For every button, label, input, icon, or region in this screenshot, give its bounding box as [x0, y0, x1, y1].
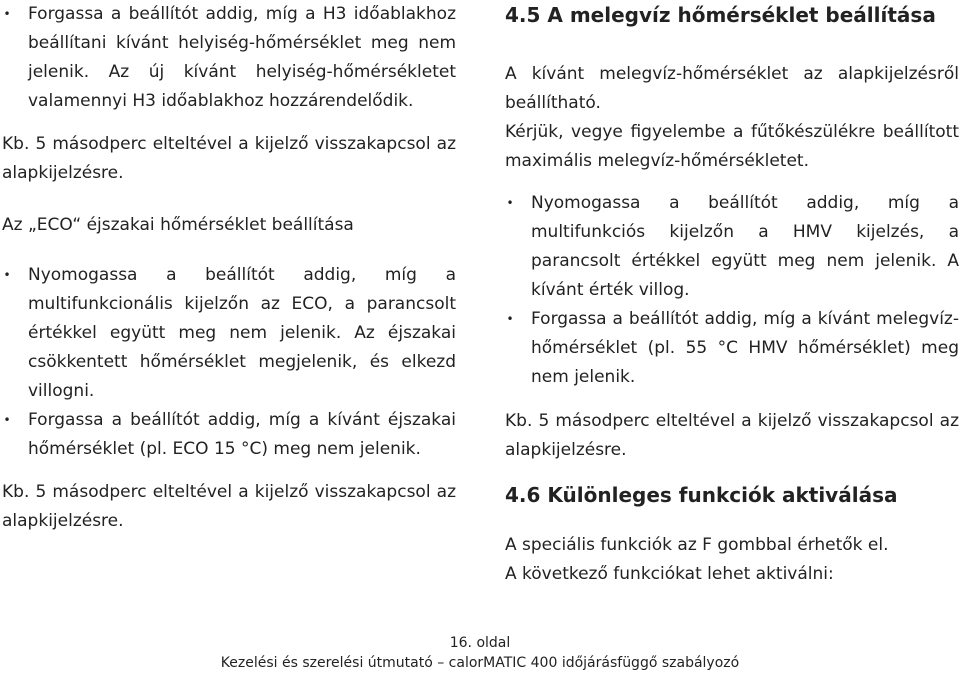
bullet-item-dhw-1 — [505, 189, 959, 305]
special-functions-paragraph: A speciális funkciók az F gombbal érhetők el. — [505, 535, 889, 555]
special-functions-list-intro: A következő funkciókat lehet aktiválni: — [505, 564, 834, 584]
bullet-item-eco-1 — [2, 261, 456, 406]
bullet-icon: • — [3, 7, 11, 21]
right-column — [505, 0, 959, 589]
bullet-text: Nyomogassa a beállítót addig, míg a multifunkciós kijelzőn a HMV kijelzés, a parancsolt értékkel együtt meg nem jelenik. A kívánt érték villog. — [531, 193, 959, 300]
eco-section-heading: Az „ECO“ éjszakai hőmérséklet beállítása — [2, 215, 354, 235]
dhw-section-heading: 4.5 A melegvíz hőmérséklet beállítása — [505, 3, 936, 27]
bullet-item-h3 — [2, 0, 456, 116]
bullet-text: Forgassa a beállítót addig, míg a kívánt melegvíz-hőmérséklet (pl. 55 °C HMV hőmérséklet) meg nem jelenik. — [531, 309, 959, 387]
bullet-item-eco-2 — [2, 406, 456, 464]
bullet-text: Forgassa a beállítót addig, míg a H3 időablakhoz beállítani kívánt helyiség-hőmérséklet meg nem jelenik. Az új kívánt helyiség-hőmérsékletet valamennyi H3 időablakhoz hozzárendelődik. — [28, 4, 456, 111]
timeout-note: Kb. 5 másodperc elteltével a kijelző visszakapcsol az alapkijelzésre. — [2, 482, 456, 531]
bullet-icon: • — [506, 196, 514, 210]
bullet-icon: • — [3, 413, 11, 427]
dhw-intro-paragraph: A kívánt melegvíz-hőmérséklet az alapkijelzésről beállítható. — [505, 64, 959, 113]
timeout-note: Kb. 5 másodperc elteltével a kijelző visszakapcsol az alapkijelzésre. — [505, 411, 959, 460]
timeout-note: Kb. 5 másodperc elteltével a kijelző visszakapcsol az alapkijelzésre. — [2, 134, 456, 183]
document-title: Kezelési és szerelési útmutató – calorMATIC 400 időjárásfüggő szabályozó — [220, 655, 740, 671]
bullet-icon: • — [3, 268, 11, 282]
bullet-text: Nyomogassa a beállítót addig, míg a multifunkcionális kijelzőn az ECO, a parancsolt értékkel együtt meg nem jelenik. Az éjszakai csökkentett hőmérséklet megjelenik, és elkezd villogni. — [28, 265, 456, 401]
bullet-text: Forgassa a beállítót addig, míg a kívánt éjszakai hőmérséklet (pl. ECO 15 °C) meg nem jelenik. — [28, 410, 456, 459]
left-column — [2, 0, 456, 536]
bullet-item-dhw-2 — [505, 305, 959, 392]
special-functions-heading: 4.6 Különleges funkciók aktiválása — [505, 483, 898, 507]
dhw-warning-paragraph: Kérjük, vegye figyelembe a fűtőkészülékre beállított maximális melegvíz-hőmérsékletet. — [505, 122, 959, 171]
bullet-icon: • — [506, 312, 514, 326]
page-number: 16. oldal — [449, 635, 511, 651]
